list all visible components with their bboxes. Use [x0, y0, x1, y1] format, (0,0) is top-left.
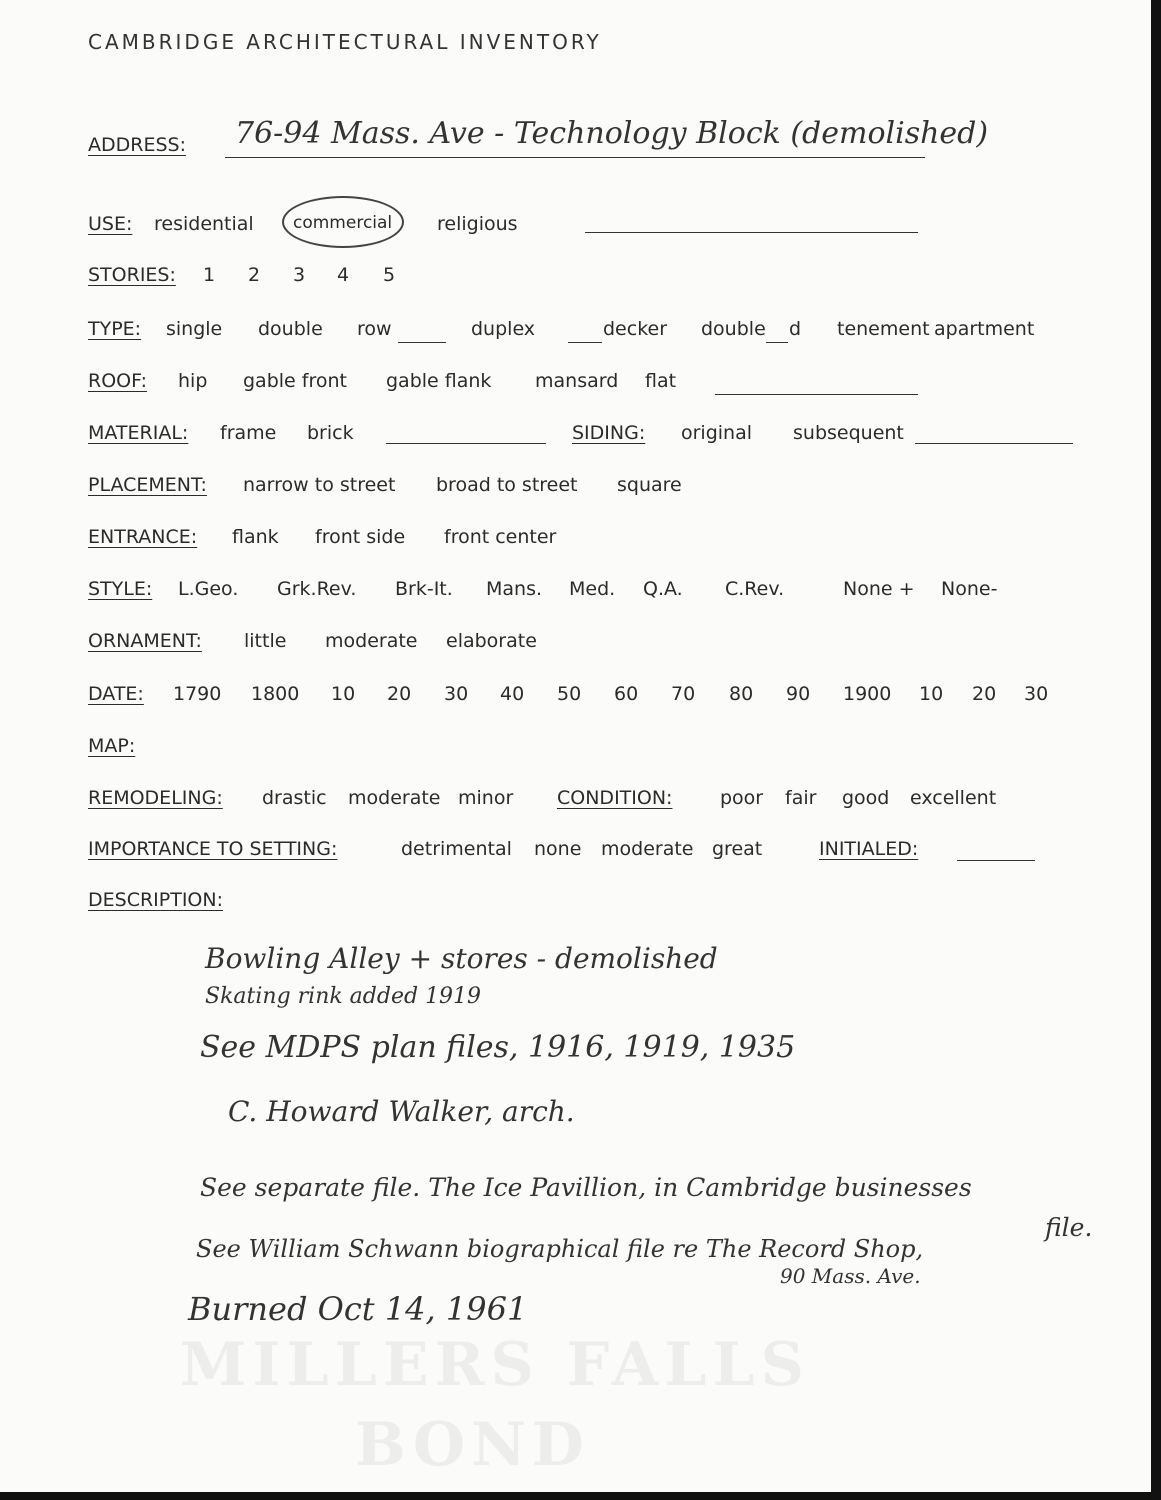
style-option: None +: [843, 578, 915, 600]
description-note: Burned Oct 14, 1961: [188, 1290, 528, 1328]
date-option: 70: [671, 683, 696, 705]
placement-option: square: [617, 474, 682, 496]
importance-option: great: [712, 838, 763, 860]
roof-other-line: [715, 394, 918, 395]
type-blank-line: [766, 342, 788, 343]
type-option: row: [357, 318, 392, 340]
material-label: MATERIAL:: [88, 422, 189, 444]
stories-option: 2: [248, 264, 261, 286]
address-value: 76-94 Mass. Ave - Technology Block (demolished): [235, 116, 989, 151]
address-line: [225, 157, 925, 158]
importance-option: moderate: [601, 838, 694, 860]
stories-option: 1: [203, 264, 216, 286]
roof-option: mansard: [535, 370, 619, 392]
type-option: tenement: [837, 318, 930, 340]
roof-label: ROOF:: [88, 370, 147, 392]
entrance-label: ENTRANCE:: [88, 526, 198, 548]
use-option-commercial: commercial: [293, 213, 393, 233]
style-option: Med.: [569, 578, 616, 600]
roof-option: gable flank: [386, 370, 492, 392]
form-title: CAMBRIDGE ARCHITECTURAL INVENTORY: [88, 30, 602, 54]
remodeling-option: minor: [458, 787, 514, 809]
address-label: ADDRESS:: [88, 134, 186, 156]
style-option: None-: [941, 578, 998, 600]
style-label: STYLE:: [88, 578, 153, 600]
stories-label: STORIES:: [88, 264, 176, 286]
date-option: 30: [1024, 683, 1049, 705]
description-note: Skating rink added 1919: [205, 984, 482, 1009]
type-blank-line: [398, 342, 446, 343]
initialed-label: INITIALED:: [819, 838, 919, 860]
style-option: L.Geo.: [178, 578, 239, 600]
style-option: C.Rev.: [725, 578, 785, 600]
ornament-label: ORNAMENT:: [88, 630, 202, 652]
remodeling-option: moderate: [348, 787, 441, 809]
description-note: 90 Mass. Ave.: [780, 1264, 921, 1288]
date-option: 20: [972, 683, 997, 705]
date-option: 50: [557, 683, 582, 705]
type-option: apartment: [934, 318, 1035, 340]
entrance-option: flank: [232, 526, 279, 548]
description-note: See William Schwann biographical file re The Record Shop,: [196, 1235, 924, 1263]
date-option: 1790: [173, 683, 222, 705]
style-option: Brk-It.: [395, 578, 453, 600]
date-option: 1800: [251, 683, 300, 705]
description-note: file.: [1045, 1213, 1093, 1242]
stories-option: 5: [383, 264, 396, 286]
scan-edge-bottom: [0, 1492, 1161, 1500]
ornament-option: little: [244, 630, 287, 652]
importance-label: IMPORTANCE TO SETTING:: [88, 838, 338, 860]
entrance-option: front side: [315, 526, 406, 548]
remodeling-label: REMODELING:: [88, 787, 223, 809]
roof-option: flat: [645, 370, 677, 392]
siding-option: subsequent: [793, 422, 904, 444]
scan-edge-right: [1151, 0, 1161, 1500]
initialed-line: [957, 860, 1035, 861]
condition-option: poor: [720, 787, 764, 809]
type-option: double: [258, 318, 323, 340]
condition-label: CONDITION:: [557, 787, 673, 809]
date-option: 1900: [843, 683, 892, 705]
placement-option: narrow to street: [243, 474, 396, 496]
siding-label: SIDING:: [572, 422, 646, 444]
importance-option: none: [534, 838, 582, 860]
type-label: TYPE:: [88, 318, 142, 340]
roof-option: hip: [178, 370, 208, 392]
type-blank-line: [568, 342, 602, 343]
description-note: C. Howard Walker, arch.: [228, 1095, 575, 1128]
use-label: USE:: [88, 213, 133, 235]
description-note: See MDPS plan files, 1916, 1919, 1935: [200, 1030, 796, 1065]
use-option-religious: religious: [437, 213, 518, 235]
type-option: d: [789, 318, 802, 340]
remodeling-option: drastic: [262, 787, 327, 809]
importance-option: detrimental: [401, 838, 512, 860]
placement-label: PLACEMENT:: [88, 474, 207, 496]
condition-option: excellent: [910, 787, 997, 809]
date-option: 40: [500, 683, 525, 705]
material-option: frame: [220, 422, 277, 444]
style-option: Grk.Rev.: [277, 578, 357, 600]
watermark-millers-falls: MILLERS FALLS: [180, 1330, 811, 1400]
material-other-line: [386, 443, 546, 444]
description-label: DESCRIPTION:: [88, 889, 224, 911]
date-option: 30: [444, 683, 469, 705]
placement-option: broad to street: [436, 474, 578, 496]
description-note: See separate file. The Ice Pavillion, in Cambridge businesses: [200, 1173, 972, 1202]
stories-option: 3: [293, 264, 306, 286]
date-option: 90: [786, 683, 811, 705]
style-option: Q.A.: [643, 578, 683, 600]
type-option: decker: [603, 318, 668, 340]
ornament-option: elaborate: [446, 630, 537, 652]
stories-option: 4: [337, 264, 350, 286]
date-option: 20: [387, 683, 412, 705]
use-other-line: [585, 232, 918, 233]
description-note: Bowling Alley + stores - demolished: [205, 942, 718, 975]
date-option: 60: [614, 683, 639, 705]
material-option: brick: [307, 422, 354, 444]
ornament-option: moderate: [325, 630, 418, 652]
date-option: 10: [331, 683, 356, 705]
type-option: double: [701, 318, 766, 340]
map-label: MAP:: [88, 735, 136, 757]
condition-option: good: [842, 787, 890, 809]
date-label: DATE:: [88, 683, 144, 705]
use-option-residential: residential: [154, 213, 254, 235]
type-option: duplex: [471, 318, 536, 340]
date-option: 10: [919, 683, 944, 705]
siding-other-line: [915, 443, 1073, 444]
style-option: Mans.: [486, 578, 543, 600]
siding-option: original: [681, 422, 753, 444]
watermark-bond: BOND: [355, 1410, 590, 1480]
roof-option: gable front: [243, 370, 347, 392]
condition-option: fair: [785, 787, 817, 809]
entrance-option: front center: [444, 526, 557, 548]
type-option: single: [166, 318, 223, 340]
date-option: 80: [729, 683, 754, 705]
